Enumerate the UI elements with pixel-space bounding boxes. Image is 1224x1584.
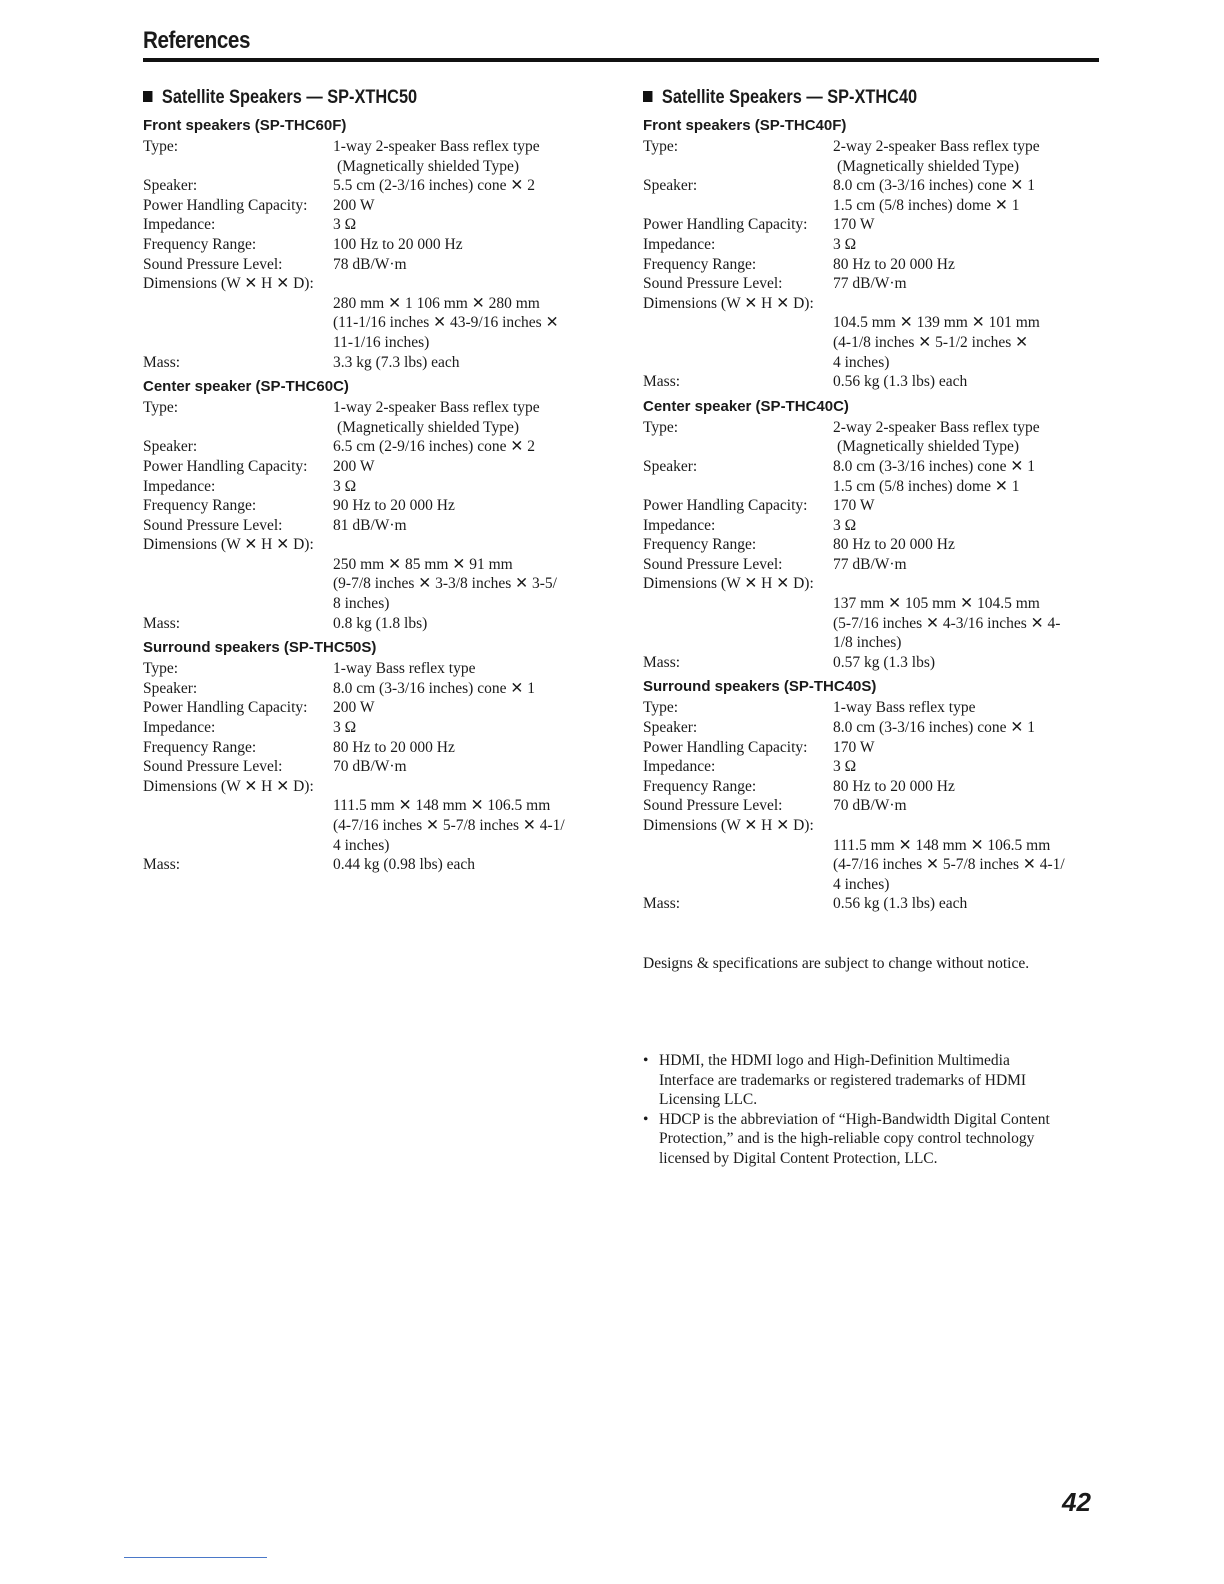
spec-row-frequency: Frequency Range: 80 Hz to 20 000 Hz [643,255,955,273]
spec-group-center-thc40c [643,397,1103,673]
spec-row-type: Type: 2-way 2-speaker Bass reflex type (Magnetically shielded Type) [643,138,1040,175]
spec-row-spl: Sound Pressure Level: 77 dB/W·m [643,555,907,573]
right-column [643,86,1103,919]
spec-row-frequency: Frequency Range: 80 Hz to 20 000 Hz [643,536,955,554]
spec-group-title: Front speakers (SP-THC40F) [643,117,847,134]
spec-row-mass: Mass: 0.57 kg (1.3 lbs) [643,653,936,671]
spec-row-dimensions-value: 111.5 mm ✕ 148 mm ✕ 106.5 mm (4-7/16 inches ✕ 5-7/8 inches ✕ 4-1/ 4 inches) [833,836,1065,893]
spec-row-power: Power Handling Capacity: 170 W [643,497,875,515]
spec-row-spl: Sound Pressure Level: 77 dB/W·m [643,275,907,293]
spec-row-speaker: Speaker: 8.0 cm (3-3/16 inches) cone ✕ 1 [143,679,535,697]
spec-row-dimensions-label: Dimensions (W ✕ H ✕ D): [643,817,814,834]
spec-row-type: Type: 1-way 2-speaker Bass reflex type (Magnetically shielded Type) [143,138,540,175]
spec-row-frequency: Frequency Range: 80 Hz to 20 000 Hz [143,738,455,756]
section-title-sp-xthc50: Satellite Speakers — SP-XTHC50 [143,86,539,110]
spec-row-speaker: Speaker: 8.0 cm (3-3/16 inches) cone ✕ 1 1.5 cm (5/8 inches) dome ✕ 1 [643,177,1035,214]
spec-row-spl: Sound Pressure Level: 81 dB/W·m [143,516,407,534]
spec-row-mass: Mass: 0.56 kg (1.3 lbs) each [643,895,968,913]
spec-group-title: Surround speakers (SP-THC40S) [643,678,877,696]
spec-row-dimensions-label: Dimensions (W ✕ H ✕ D): [643,575,814,593]
spec-row-dimensions-label: Dimensions (W ✕ H ✕ D): [143,777,314,795]
note-item-hdcp: • HDCP is the abbreviation of “High-Bandwidth Digital Content Protection,” and is the high-reliable copy control technology licensed by Digital Content Protection, LLC. [643,1110,1103,1169]
page-number: 42 [1062,1487,1091,1517]
spec-row-frequency: Frequency Range: 80 Hz to 20 000 Hz [643,777,955,795]
spec-row-power: Power Handling Capacity: 200 W [143,196,375,214]
spec-row-type: Type: 1-way Bass reflex type [643,699,976,717]
spec-row-mass: Mass: 0.8 kg (1.8 lbs) [143,614,428,632]
spec-row-mass: Mass: 3.3 kg (7.3 lbs) each [143,353,460,371]
spec-row-power: Power Handling Capacity: 170 W [643,738,875,756]
spec-row-type: Type: 1-way Bass reflex type [143,660,476,678]
spec-row-dimensions-value: 137 mm ✕ 105 mm ✕ 104.5 mm (5-7/16 inches ✕ 4-3/16 inches ✕ 4- 1/8 inches) [833,595,1061,652]
spec-row-dimensions-value: 104.5 mm ✕ 139 mm ✕ 101 mm (4-1/8 inches ✕ 5-1/2 inches ✕ 4 inches) [833,314,1040,371]
spec-row-impedance: Impedance: 3 Ω [143,477,357,495]
spec-group-title: Center speaker (SP-THC60C) [143,378,349,396]
spec-row-type: Type: 2-way 2-speaker Bass reflex type (Magnetically shielded Type) [643,418,1040,456]
note-item-hdmi: • HDMI, the HDMI logo and High-Definition Multimedia Interface are trademarks or registered trademarks of HDMI Licensing LLC. [643,1051,1103,1110]
spec-row-dimensions-value: 280 mm ✕ 1 106 mm ✕ 280 mm (11-1/16 inches ✕ 43-9/16 inches ✕ 11-1/16 inches) [333,294,559,351]
spec-row-impedance: Impedance: 3 Ω [143,719,357,737]
spec-row-power: Power Handling Capacity: 200 W [143,457,375,475]
spec-row-speaker: Speaker: 6.5 cm (2-9/16 inches) cone ✕ 2 [143,438,535,456]
spec-row-mass: Mass: 0.44 kg (0.98 lbs) each [143,856,476,874]
spec-row-frequency: Frequency Range: 100 Hz to 20 000 Hz [143,235,463,253]
page-header [143,26,1099,62]
left-column [143,86,603,880]
spec-group-center-thc60c [143,377,603,633]
spec-group-title: Surround speakers (SP-THC50S) [143,639,377,657]
spec-row-type: Type: 1-way 2-speaker Bass reflex type (Magnetically shielded Type) [143,399,540,436]
section-square-icon [143,91,152,102]
spec-row-dimensions-label: Dimensions (W ✕ H ✕ D): [143,536,314,554]
section-title-sp-xthc40: Satellite Speakers — SP-XTHC40 [643,86,1039,110]
spec-row-impedance: Impedance: 3 Ω [643,516,857,534]
spec-group-title: Front speakers (SP-THC60F) [143,117,347,134]
spec-row-mass: Mass: 0.56 kg (1.3 lbs) each [643,373,968,391]
page-title: References [143,27,251,54]
change-notice: Designs & specifications are subject to change without notice. [643,955,1030,972]
spec-row-dimensions-value: 250 mm ✕ 85 mm ✕ 91 mm (9-7/8 inches ✕ 3-3/8 inches ✕ 3-5/ 8 inches) [333,555,557,613]
spec-row-frequency: Frequency Range: 90 Hz to 20 000 Hz [143,497,455,515]
spec-row-dimensions-label: Dimensions (W ✕ H ✕ D): [143,275,314,293]
section-square-icon [643,91,652,102]
spec-group-surround-thc50s [143,638,603,875]
spec-group-front-thc60f [143,116,603,372]
spec-row-impedance: Impedance: 3 Ω [643,235,857,253]
spec-group-front-thc40f [643,116,1103,392]
spec-row-spl: Sound Pressure Level: 70 dB/W·m [143,758,407,776]
spec-row-speaker: Speaker: 5.5 cm (2-3/16 inches) cone ✕ 2 [143,177,535,195]
spec-row-spl: Sound Pressure Level: 78 dB/W·m [143,255,407,273]
spec-row-dimensions-label: Dimensions (W ✕ H ✕ D): [643,294,814,312]
spec-row-speaker: Speaker: 8.0 cm (3-3/16 inches) cone ✕ 1 1.5 cm (5/8 inches) dome ✕ 1 [643,457,1035,495]
spec-row-impedance: Impedance: 3 Ω [143,216,357,234]
spec-row-dimensions-value: 111.5 mm ✕ 148 mm ✕ 106.5 mm (4-7/16 inches ✕ 5-7/8 inches ✕ 4-1/ 4 inches) [333,797,565,854]
spec-row-power: Power Handling Capacity: 170 W [643,216,875,234]
footer-divider [124,1557,267,1558]
spec-row-speaker: Speaker: 8.0 cm (3-3/16 inches) cone ✕ 1 [643,719,1035,737]
spec-group-surround-thc40s [643,677,1103,914]
spec-group-title: Center speaker (SP-THC40C) [643,397,849,415]
spec-row-spl: Sound Pressure Level: 70 dB/W·m [643,797,907,815]
spec-row-impedance: Impedance: 3 Ω [643,758,857,776]
trademark-notes [643,1051,1103,1169]
spec-row-power: Power Handling Capacity: 200 W [143,699,375,717]
